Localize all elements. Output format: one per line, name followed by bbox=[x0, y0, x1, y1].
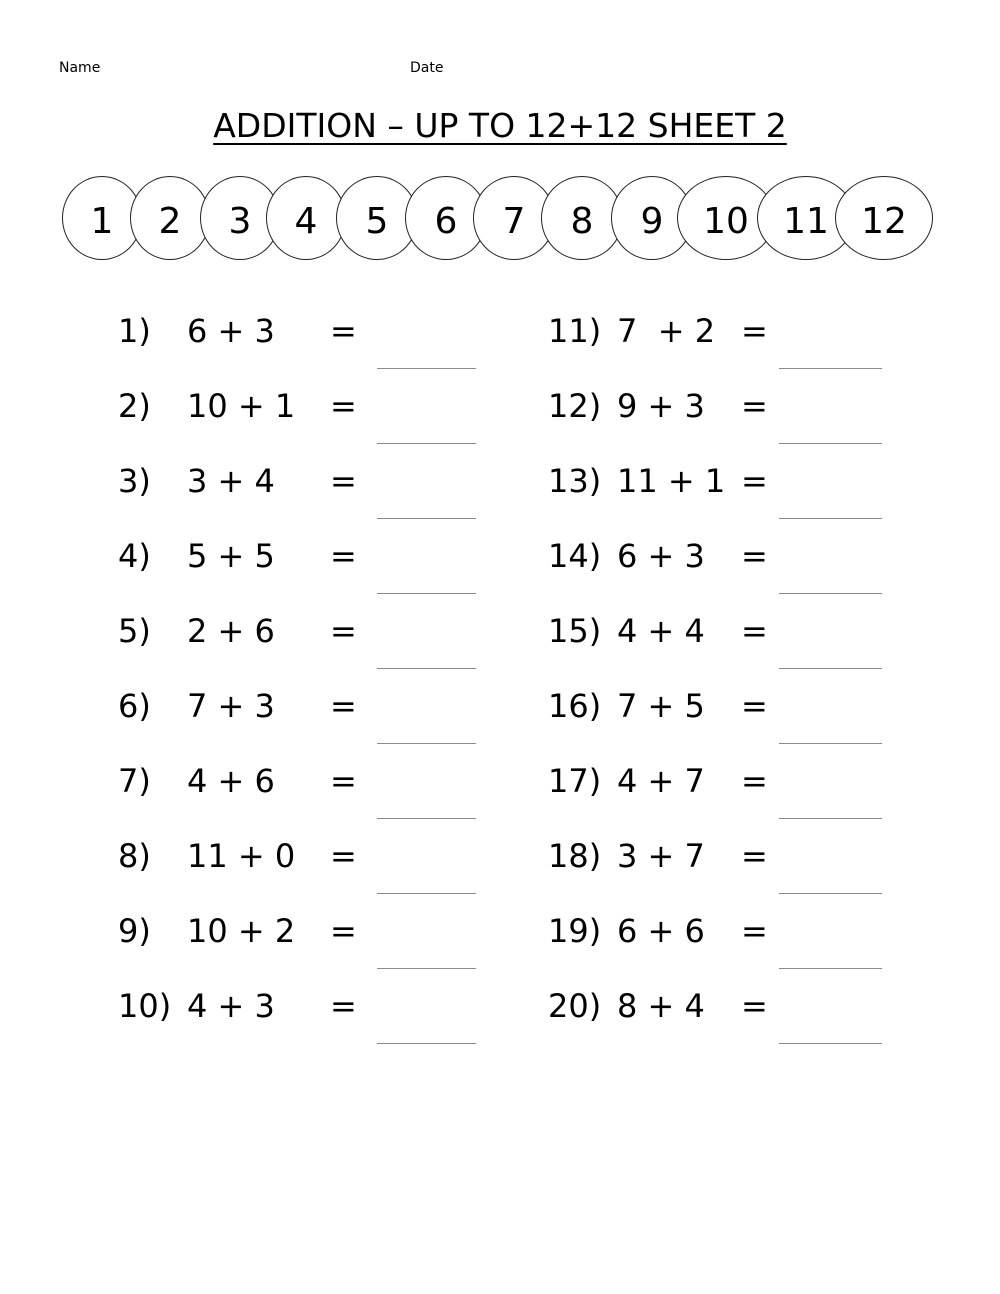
problem-number: 3) bbox=[118, 462, 151, 500]
equals-sign: = bbox=[741, 762, 768, 800]
problem-number: 8) bbox=[118, 837, 151, 875]
answer-line[interactable] bbox=[779, 443, 882, 444]
equals-sign: = bbox=[330, 537, 357, 575]
number-circle: 10 bbox=[677, 176, 775, 260]
problem-expression: 7 + 3 bbox=[187, 687, 275, 725]
number-circle: 1 bbox=[62, 176, 142, 260]
answer-line[interactable] bbox=[779, 1043, 882, 1044]
problem-number: 12) bbox=[548, 387, 602, 425]
problem-number: 1) bbox=[118, 312, 151, 350]
answer-line[interactable] bbox=[779, 818, 882, 819]
problem-expression: 3 + 4 bbox=[187, 462, 275, 500]
answer-line[interactable] bbox=[779, 593, 882, 594]
equals-sign: = bbox=[741, 312, 768, 350]
problem-expression: 7 + 2 bbox=[617, 312, 716, 350]
number-circle: 12 bbox=[835, 176, 933, 260]
equals-sign: = bbox=[330, 687, 357, 725]
problem-number: 17) bbox=[548, 762, 602, 800]
problem-expression: 4 + 6 bbox=[187, 762, 275, 800]
number-circle: 9 bbox=[611, 176, 693, 260]
equals-sign: = bbox=[330, 462, 357, 500]
date-label: Date bbox=[410, 60, 444, 76]
answer-line[interactable] bbox=[779, 368, 882, 369]
problem-number: 20) bbox=[548, 987, 602, 1025]
problem-number: 19) bbox=[548, 912, 602, 950]
answer-line[interactable] bbox=[377, 368, 476, 369]
answer-line[interactable] bbox=[779, 968, 882, 969]
problem-expression: 6 + 3 bbox=[617, 537, 705, 575]
problem-number: 16) bbox=[548, 687, 602, 725]
equals-sign: = bbox=[330, 987, 357, 1025]
answer-line[interactable] bbox=[377, 443, 476, 444]
problem-number: 6) bbox=[118, 687, 151, 725]
answer-line[interactable] bbox=[779, 893, 882, 894]
equals-sign: = bbox=[330, 912, 357, 950]
problem-expression: 9 + 3 bbox=[617, 387, 705, 425]
problem-expression: 2 + 6 bbox=[187, 612, 275, 650]
problem-expression: 6 + 6 bbox=[617, 912, 705, 950]
equals-sign: = bbox=[330, 762, 357, 800]
problem-number: 11) bbox=[548, 312, 602, 350]
equals-sign: = bbox=[330, 837, 357, 875]
problem-number: 14) bbox=[548, 537, 602, 575]
problem-expression: 5 + 5 bbox=[187, 537, 275, 575]
answer-line[interactable] bbox=[377, 668, 476, 669]
problem-expression: 11 + 0 bbox=[187, 837, 296, 875]
answer-line[interactable] bbox=[779, 518, 882, 519]
equals-sign: = bbox=[741, 387, 768, 425]
equals-sign: = bbox=[741, 912, 768, 950]
problem-expression: 7 + 5 bbox=[617, 687, 705, 725]
number-circle: 2 bbox=[130, 176, 210, 260]
equals-sign: = bbox=[741, 462, 768, 500]
answer-line[interactable] bbox=[377, 893, 476, 894]
equals-sign: = bbox=[330, 312, 357, 350]
problem-number: 2) bbox=[118, 387, 151, 425]
problem-expression: 4 + 4 bbox=[617, 612, 705, 650]
problem-number: 5) bbox=[118, 612, 151, 650]
number-circle: 4 bbox=[266, 176, 346, 260]
problem-number: 15) bbox=[548, 612, 602, 650]
problem-expression: 10 + 2 bbox=[187, 912, 296, 950]
problem-number: 7) bbox=[118, 762, 151, 800]
answer-line[interactable] bbox=[377, 593, 476, 594]
number-circle: 5 bbox=[336, 176, 418, 260]
problem-expression: 3 + 7 bbox=[617, 837, 705, 875]
answer-line[interactable] bbox=[377, 968, 476, 969]
number-circle: 7 bbox=[473, 176, 555, 260]
problem-expression: 10 + 1 bbox=[187, 387, 296, 425]
equals-sign: = bbox=[741, 987, 768, 1025]
problem-expression: 6 + 3 bbox=[187, 312, 275, 350]
equals-sign: = bbox=[330, 612, 357, 650]
number-circle: 6 bbox=[405, 176, 487, 260]
answer-line[interactable] bbox=[377, 1043, 476, 1044]
answer-line[interactable] bbox=[779, 743, 882, 744]
problem-expression: 8 + 4 bbox=[617, 987, 705, 1025]
number-circle: 8 bbox=[541, 176, 623, 260]
problem-expression: 4 + 7 bbox=[617, 762, 705, 800]
answer-line[interactable] bbox=[377, 518, 476, 519]
problem-expression: 11 + 1 bbox=[617, 462, 726, 500]
answer-line[interactable] bbox=[377, 818, 476, 819]
answer-line[interactable] bbox=[377, 743, 476, 744]
problem-number: 10) bbox=[118, 987, 172, 1025]
problem-number: 9) bbox=[118, 912, 151, 950]
number-circle: 11 bbox=[757, 176, 855, 260]
problem-number: 18) bbox=[548, 837, 602, 875]
equals-sign: = bbox=[330, 387, 357, 425]
equals-sign: = bbox=[741, 537, 768, 575]
equals-sign: = bbox=[741, 687, 768, 725]
equals-sign: = bbox=[741, 837, 768, 875]
problem-number: 4) bbox=[118, 537, 151, 575]
problem-expression: 4 + 3 bbox=[187, 987, 275, 1025]
worksheet-title: ADDITION – UP TO 12+12 SHEET 2 bbox=[213, 106, 787, 145]
equals-sign: = bbox=[741, 612, 768, 650]
problem-number: 13) bbox=[548, 462, 602, 500]
name-label: Name bbox=[59, 60, 101, 76]
answer-line[interactable] bbox=[779, 668, 882, 669]
number-circle: 3 bbox=[200, 176, 280, 260]
